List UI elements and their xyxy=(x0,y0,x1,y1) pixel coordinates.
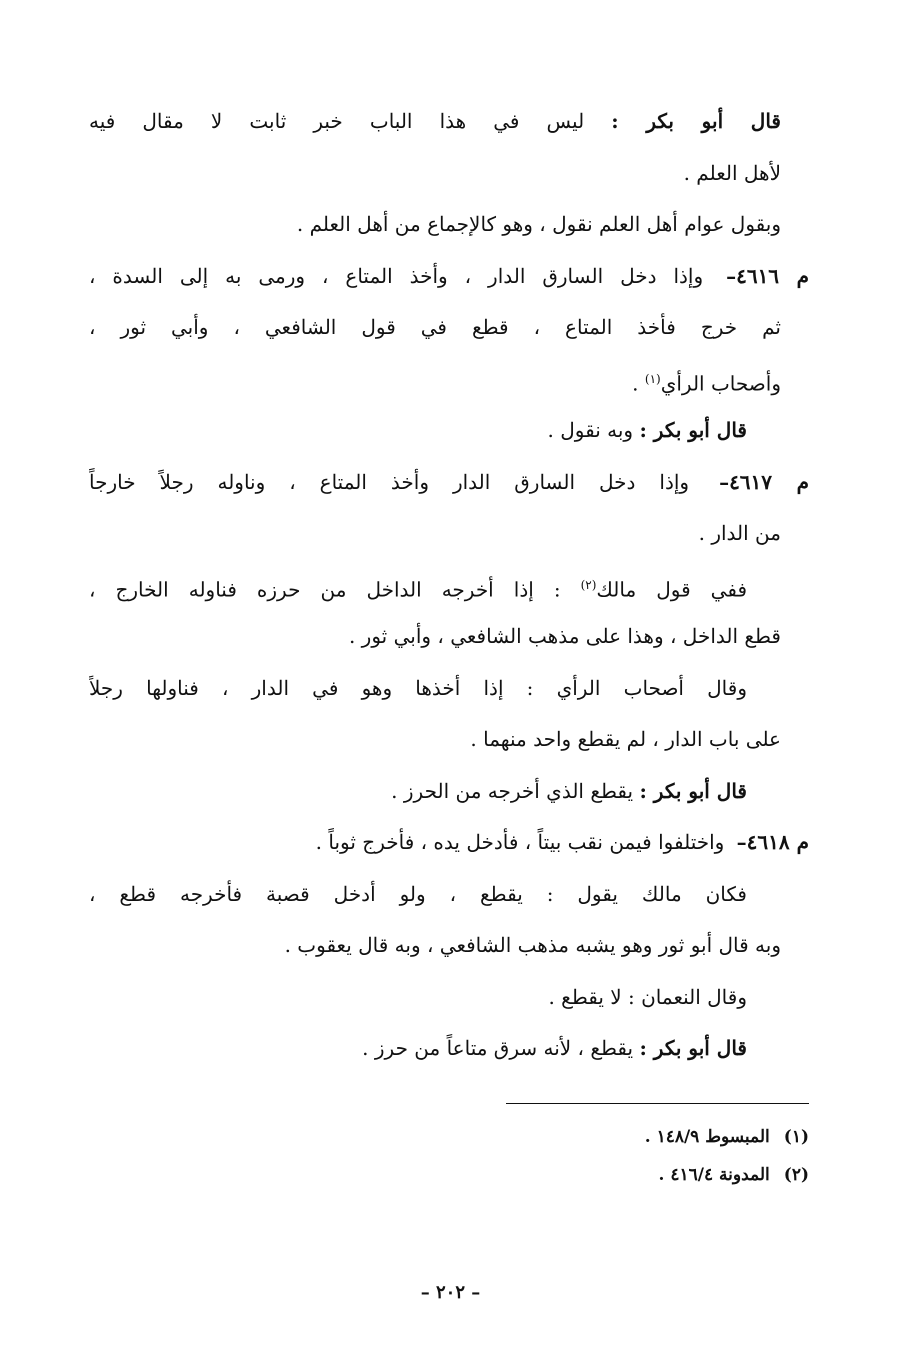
line-text: ثم خرج فأخذ المتاع ، قطع في قول الشافعي ، وأبي ثور ، xyxy=(89,315,781,339)
line-text: وإذا دخل السارق الدار وأخذ المتاع ، وناوله رجلاً خارجاً xyxy=(89,469,714,494)
line-text: يقطع الذي أخرجه من الحرز . xyxy=(391,778,640,803)
footnote-number: (٢) xyxy=(783,1165,809,1185)
text-line-18 xyxy=(89,972,809,1024)
text-line-7 xyxy=(89,405,809,457)
line-text: يقطع ، لأنه سرق متاعاً من حرز . xyxy=(362,1036,640,1060)
footnotes xyxy=(309,1118,809,1194)
line-text: وقال أصحاب الرأي : إذا أخذها وهو في الدار ، فناولها رجلاً xyxy=(89,675,747,700)
issue-4617-line-1 xyxy=(89,457,809,509)
text-line-11 xyxy=(89,611,809,663)
text-line-3 xyxy=(89,199,809,251)
footnote-text: المدونة ٤١٦/٤ . xyxy=(658,1165,770,1185)
issue-4616-line-3 xyxy=(89,354,809,406)
line-text: ففي قول مالك xyxy=(596,577,748,602)
issue-4616-line-2 xyxy=(89,302,809,354)
line-text-tail: : إذا أخرجه الداخل من حرزه فناوله الخارج ، xyxy=(89,577,581,602)
issue-number: م ٤٦١٦– xyxy=(726,263,809,288)
text-line-17 xyxy=(89,920,809,972)
line-text: وقال النعمان : لا يقطع . xyxy=(548,984,747,1009)
line-text: وبه قال أبو ثور وهو يشبه مذهب الشافعي ، وبه قال يعقوب . xyxy=(284,933,781,957)
line-text: فكان مالك يقول : يقطع ، ولو أدخل قصبة فأخرجه قطع ، xyxy=(89,881,747,906)
text-line-14 xyxy=(89,766,809,818)
footnote-number: (١) xyxy=(783,1127,809,1147)
line-text: وإذا دخل السارق الدار ، وأخذ المتاع ، ورمى به إلى السدة ، xyxy=(89,263,721,288)
speaker-label: قال أبو بكر : xyxy=(639,418,747,442)
line-text: وبه نقول . xyxy=(547,418,640,442)
speaker-label: قال أبو بكر : xyxy=(639,1036,747,1060)
line-text: قطع الداخل ، وهذا على مذهب الشافعي ، وأبي ثور . xyxy=(348,624,781,648)
line-text: وأصحاب الرأي xyxy=(660,371,781,396)
issue-4617-line-2 xyxy=(89,508,809,560)
main-text xyxy=(89,96,809,1075)
text-line-10 xyxy=(89,560,809,612)
text-line-13 xyxy=(89,714,809,766)
text-line-16 xyxy=(89,869,809,921)
line-text: لأهل العلم . xyxy=(683,160,781,185)
issue-4616-line-1 xyxy=(89,251,809,303)
footnote-1 xyxy=(309,1118,809,1156)
line-text: على باب الدار ، لم يقطع واحد منهما . xyxy=(470,727,781,751)
page-number: – ٢٠٢ – xyxy=(420,1282,481,1303)
speaker-label: قال أبو بكر : xyxy=(611,109,781,133)
line-text: وبقول عوام أهل العلم نقول ، وهو كالإجماع من أهل العلم . xyxy=(296,212,781,236)
footnote-2 xyxy=(309,1156,809,1194)
footnote-divider xyxy=(506,1103,809,1104)
text-line-12 xyxy=(89,663,809,715)
line-text-tail: . xyxy=(632,371,645,396)
speaker-label: قال أبو بكر : xyxy=(639,778,747,803)
issue-number: م ٤٦١٧– xyxy=(719,469,809,494)
text-line-2 xyxy=(89,148,809,200)
line-text: واختلفوا فيمن نقب بيتاً ، فأدخل يده ، فأخرج ثوباً . xyxy=(315,830,731,854)
line-text: ليس في هذا الباب خبر ثابت لا مقال فيه xyxy=(89,109,612,133)
footnote-marker: (٢) xyxy=(580,577,597,592)
footnote-text: المبسوط ١٤٨/٩ . xyxy=(644,1127,770,1147)
text-line-19 xyxy=(89,1023,809,1075)
issue-number: م ٤٦١٨– xyxy=(736,830,809,854)
issue-4618-line-1 xyxy=(89,817,809,869)
text-line-1 xyxy=(89,96,809,148)
line-text: من الدار . xyxy=(698,521,781,545)
footnote-marker: (١) xyxy=(644,371,661,386)
